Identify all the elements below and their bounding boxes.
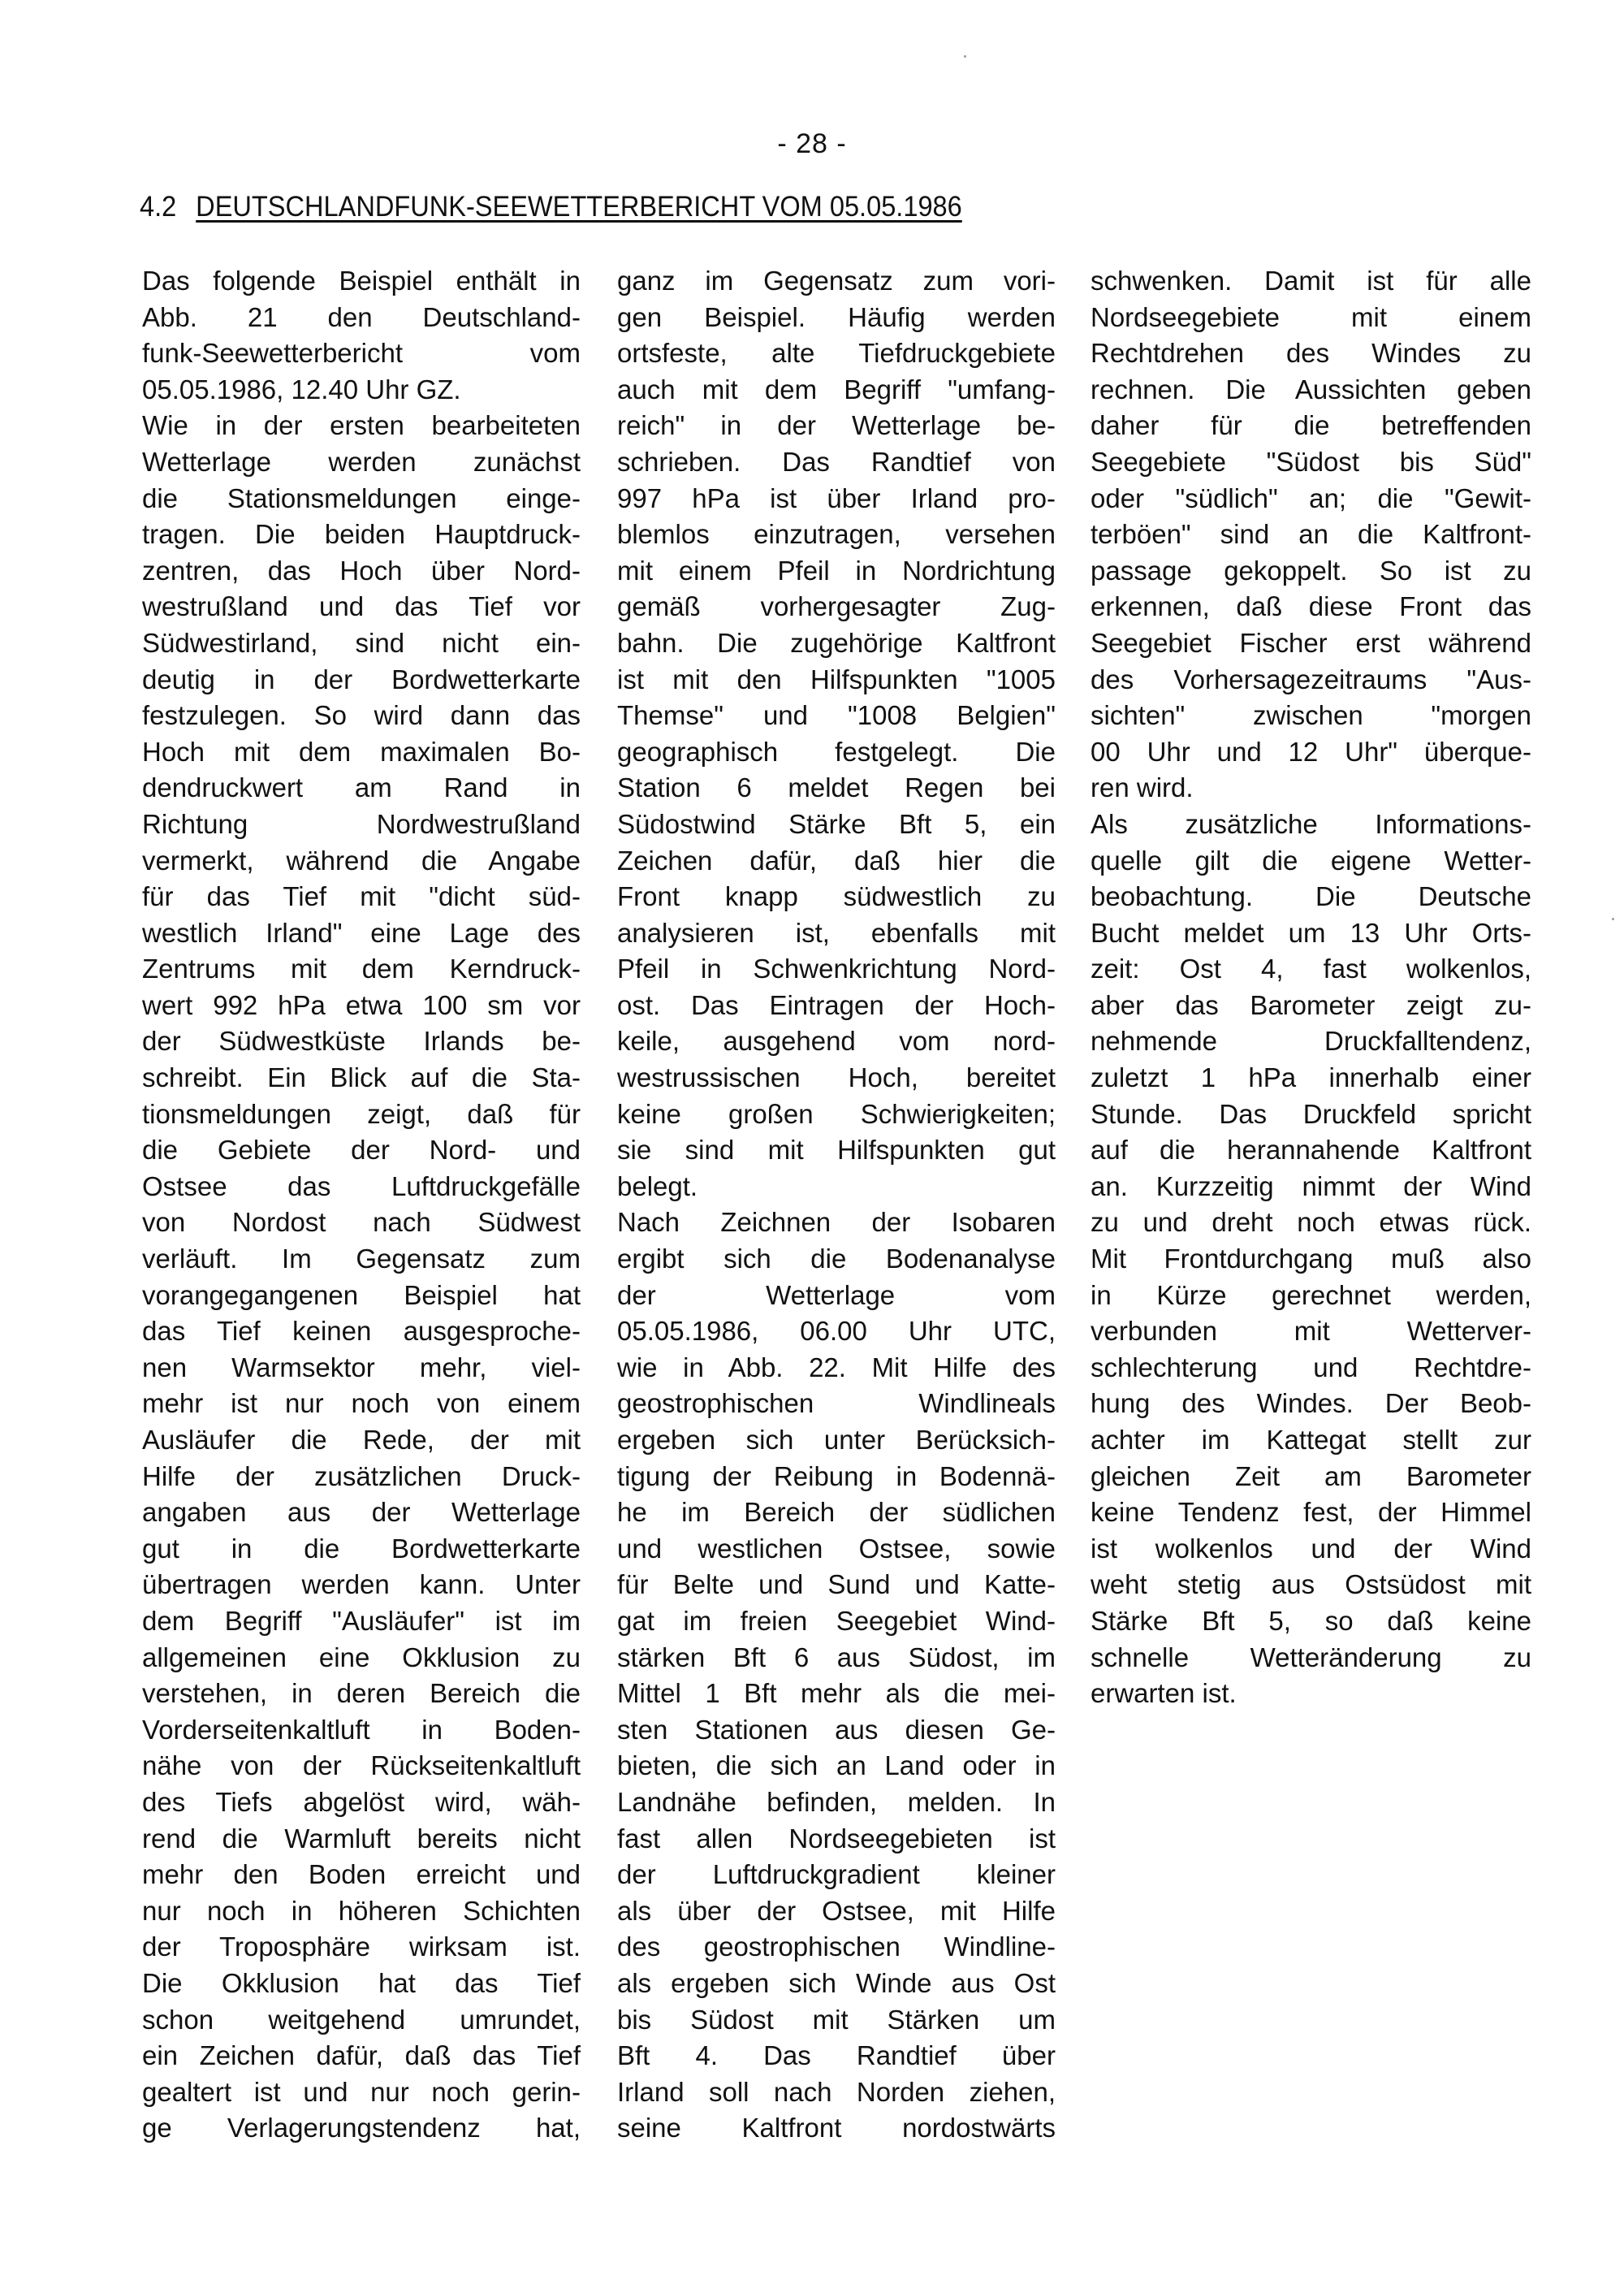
text-line: des Tiefs abgelöst wird, wäh- [142,1786,581,1817]
text-line: sichten" zwischen "morgen [1091,700,1531,731]
scan-speck [1612,918,1614,920]
scan-speck [964,55,966,58]
text-line: der Troposphäre wirksam ist. [142,1931,581,1962]
text-line: der Südwestküste Irlands be- [142,1026,581,1057]
text-line: rechnen. Die Aussichten geben [1091,374,1531,404]
text-line: ist mit den Hilfspunkten "1005 [617,664,1056,694]
text-line: des geostrophischen Windline- [617,1931,1056,1962]
text-line: geographisch festgelegt. Die [617,736,1056,767]
text-line: 05.05.1986, 06.00 Uhr UTC, [617,1316,1056,1347]
section-number: 4.2 [140,191,177,223]
text-line: 00 Uhr und 12 Uhr" überque- [1091,736,1531,767]
text-line: reich" in der Wetterlage be- [617,410,1056,441]
text-line: Wie in der ersten bearbeiteten [142,410,581,441]
text-line: belegt. [617,1170,698,1201]
text-line: fast allen Nordseegebieten ist [617,1823,1056,1854]
text-line: keine Tendenz fest, der Himmel [1091,1497,1531,1528]
text-line: tigung der Reibung in Bodennä- [617,1460,1056,1491]
text-column-1 [142,263,581,2147]
text-line: zu und dreht noch etwas rück. [1091,1207,1531,1238]
text-line: terböen" sind an die Kaltfront- [1091,519,1531,550]
text-line: ost. Das Eintragen der Hoch- [617,989,1056,1020]
text-line: gat im freien Seegebiet Wind- [617,1605,1056,1636]
text-line: bieten, die sich an Land oder in [617,1750,1056,1781]
text-line: Südwestirland, sind nicht ein- [142,627,581,658]
text-line: hung des Windes. Der Beob- [1091,1388,1531,1419]
text-line: gemäß vorhergesagter Zug- [617,591,1056,622]
text-column-3 [1091,263,1531,1712]
text-line: Zentrums mit dem Kerndruck- [142,954,581,984]
text-line: ein Zeichen dafür, daß das Tief [142,2040,581,2071]
text-line: als ergeben sich Winde aus Ost [617,1967,1056,1998]
text-line: Das folgende Beispiel enthält in [142,266,581,296]
text-line: ergibt sich die Bodenanalyse [617,1244,1056,1274]
text-line: mehr den Boden erreicht und [142,1859,581,1890]
text-line: schreibt. Ein Blick auf die Sta- [142,1062,581,1093]
text-line: schwenken. Damit ist für alle [1091,266,1531,296]
text-line: Rechtdrehen des Windes zu [1091,338,1531,369]
text-line: Mittel 1 Bft mehr als die mei- [617,1678,1056,1709]
text-line: gealtert ist und nur noch gerin- [142,2076,581,2107]
text-line: Nordseegebiete mit einem [1091,301,1531,332]
text-line: ren wird. [1091,772,1194,803]
text-line: schlechterung und Rechtdre- [1091,1352,1531,1382]
text-line: die Gebiete der Nord- und [142,1135,581,1166]
text-line: he im Bereich der südlichen [617,1497,1056,1528]
text-line: Station 6 meldet Regen bei [617,772,1056,803]
text-line: übertragen werden kann. Unter [142,1569,581,1600]
text-line: bis Südost mit Stärken um [617,2004,1056,2035]
text-line: Wetterlage werden zunächst [142,446,581,477]
text-line: Als zusätzliche Informations- [1091,808,1531,839]
text-line: passage gekoppelt. So ist zu [1091,555,1531,586]
text-line: Nach Zeichnen der Isobaren [617,1207,1056,1238]
text-line: als über der Ostsee, mit Hilfe [617,1895,1056,1926]
section-title: DEUTSCHLANDFUNK-SEEWETTERBERICHT VOM 05.05.1986 [196,191,962,223]
text-line: der Wetterlage vom [617,1279,1056,1310]
text-line: Ausläufer die Rede, der mit [142,1425,581,1455]
text-line: Die Okklusion hat das Tief [142,1967,581,1998]
text-line: ergeben sich unter Berücksich- [617,1425,1056,1455]
text-line: sten Stationen aus diesen Ge- [617,1714,1056,1745]
text-line: 997 hPa ist über Irland pro- [617,482,1056,513]
text-line: Front knapp südwestlich zu [617,881,1056,912]
text-line: Mit Frontdurchgang muß also [1091,1244,1531,1274]
text-line: Pfeil in Schwenkrichtung Nord- [617,954,1056,984]
text-line: nähe von der Rückseitenkaltluft [142,1750,581,1781]
text-line: ganz im Gegensatz zum vori- [617,266,1056,296]
text-line: erwarten ist. [1091,1678,1237,1709]
text-line: Abb. 21 den Deutschland- [142,301,581,332]
section-heading [140,191,962,223]
text-line: wie in Abb. 22. Mit Hilfe des [617,1352,1056,1382]
text-line: das Tief keinen ausgesproche- [142,1316,581,1347]
page-number: - 28 - [777,128,847,159]
text-line: allgemeinen eine Okklusion zu [142,1642,581,1672]
text-line: ge Verlagerungstendenz hat, [142,2113,581,2143]
text-line: bahn. Die zugehörige Kaltfront [617,627,1056,658]
text-line: mehr ist nur noch von einem [142,1388,581,1419]
text-line: zuletzt 1 hPa innerhalb einer [1091,1062,1531,1093]
text-line: schnelle Wetteränderung zu [1091,1642,1531,1672]
text-line: achter im Kattegat stellt zur [1091,1425,1531,1455]
text-line: Bucht meldet um 13 Uhr Orts- [1091,917,1531,948]
text-line: Seegebiet Fischer erst während [1091,627,1531,658]
text-line: sie sind mit Hilfspunkten gut [617,1135,1056,1166]
text-line: westrussischen Hoch, bereitet [617,1062,1056,1093]
text-line: rend die Warmluft bereits nicht [142,1823,581,1854]
text-line: blemlos einzutragen, versehen [617,519,1056,550]
text-line: stärken Bft 6 aus Südost, im [617,1642,1056,1672]
text-line: auch mit dem Begriff "umfang- [617,374,1056,404]
text-line: geostrophischen Windlineals [617,1388,1056,1419]
text-line: keile, ausgehend vom nord- [617,1026,1056,1057]
text-line: daher für die betreffenden [1091,410,1531,441]
text-line: zentren, das Hoch über Nord- [142,555,581,586]
text-line: erkennen, daß diese Front das [1091,591,1531,622]
text-line: Hilfe der zusätzlichen Druck- [142,1460,581,1491]
text-line: gut in die Bordwetterkarte [142,1533,581,1564]
text-line: zeit: Ost 4, fast wolkenlos, [1091,954,1531,984]
text-line: funk-Seewetterbericht vom [142,338,581,369]
text-line: schrieben. Das Randtief von [617,446,1056,477]
text-line: 05.05.1986, 12.40 Uhr GZ. [142,374,461,404]
text-line: quelle gilt die eigene Wetter- [1091,845,1531,876]
text-line: keine großen Schwierigkeiten; [617,1098,1056,1129]
text-line: gen Beispiel. Häufig werden [617,301,1056,332]
text-line: westlich Irland" eine Lage des [142,917,581,948]
text-line: Vorderseitenkaltluft in Boden- [142,1714,581,1745]
text-line: von Nordost nach Südwest [142,1207,581,1238]
text-line: nehmende Druckfalltendenz, [1091,1026,1531,1057]
text-line: Stunde. Das Druckfeld spricht [1091,1098,1531,1129]
text-line: wert 992 hPa etwa 100 sm vor [142,989,581,1020]
text-line: tionsmeldungen zeigt, daß für [142,1098,581,1129]
text-line: in Kürze gerechnet werden, [1091,1279,1531,1310]
text-line: für Belte und Sund und Katte- [617,1569,1056,1600]
text-line: verstehen, in deren Bereich die [142,1678,581,1709]
text-line: an. Kurzzeitig nimmt der Wind [1091,1170,1531,1201]
text-line: schon weitgehend umrundet, [142,2004,581,2035]
text-line: oder "südlich" an; die "Gewit- [1091,482,1531,513]
text-line: verläuft. Im Gegensatz zum [142,1244,581,1274]
text-line: mit einem Pfeil in Nordrichtung [617,555,1056,586]
text-line: für das Tief mit "dicht süd- [142,881,581,912]
text-line: tragen. Die beiden Hauptdruck- [142,519,581,550]
text-line: analysieren ist, ebenfalls mit [617,917,1056,948]
text-line: vermerkt, während die Angabe [142,845,581,876]
text-line: angaben aus der Wetterlage [142,1497,581,1528]
text-line: aber das Barometer zeigt zu- [1091,989,1531,1020]
text-line: dendruckwert am Rand in [142,772,581,803]
text-line: nen Warmsektor mehr, viel- [142,1352,581,1382]
text-column-2 [617,263,1056,2147]
text-line: Hoch mit dem maximalen Bo- [142,736,581,767]
text-line: Richtung Nordwestrußland [142,808,581,839]
text-line: Irland soll nach Norden ziehen, [617,2076,1056,2107]
text-line: deutig in der Bordwetterkarte [142,664,581,694]
text-line: dem Begriff "Ausläufer" ist im [142,1605,581,1636]
text-line: Ostsee das Luftdruckgefälle [142,1170,581,1201]
text-line: festzulegen. So wird dann das [142,700,581,731]
text-line: weht stetig aus Ostsüdost mit [1091,1569,1531,1600]
text-line: westrußland und das Tief vor [142,591,581,622]
text-line: seine Kaltfront nordostwärts [617,2113,1056,2143]
text-line: Stärke Bft 5, so daß keine [1091,1605,1531,1636]
text-line: auf die herannahende Kaltfront [1091,1135,1531,1166]
text-line: der Luftdruckgradient kleiner [617,1859,1056,1890]
text-line: Seegebiete "Südost bis Süd" [1091,446,1531,477]
text-line: beobachtung. Die Deutsche [1091,881,1531,912]
text-line: nur noch in höheren Schichten [142,1895,581,1926]
text-line: des Vorhersagezeitraums "Aus- [1091,664,1531,694]
text-line: Bft 4. Das Randtief über [617,2040,1056,2071]
text-line: gleichen Zeit am Barometer [1091,1460,1531,1491]
text-line: und westlichen Ostsee, sowie [617,1533,1056,1564]
text-line: ist wolkenlos und der Wind [1091,1533,1531,1564]
text-line: ortsfeste, alte Tiefdruckgebiete [617,338,1056,369]
text-line: Themse" und "1008 Belgien" [617,700,1056,731]
text-line: verbunden mit Wetterver- [1091,1316,1531,1347]
text-line: Zeichen dafür, daß hier die [617,845,1056,876]
text-line: Südostwind Stärke Bft 5, ein [617,808,1056,839]
text-line: die Stationsmeldungen einge- [142,482,581,513]
text-line: Landnähe befinden, melden. In [617,1786,1056,1817]
text-line: vorangegangenen Beispiel hat [142,1279,581,1310]
